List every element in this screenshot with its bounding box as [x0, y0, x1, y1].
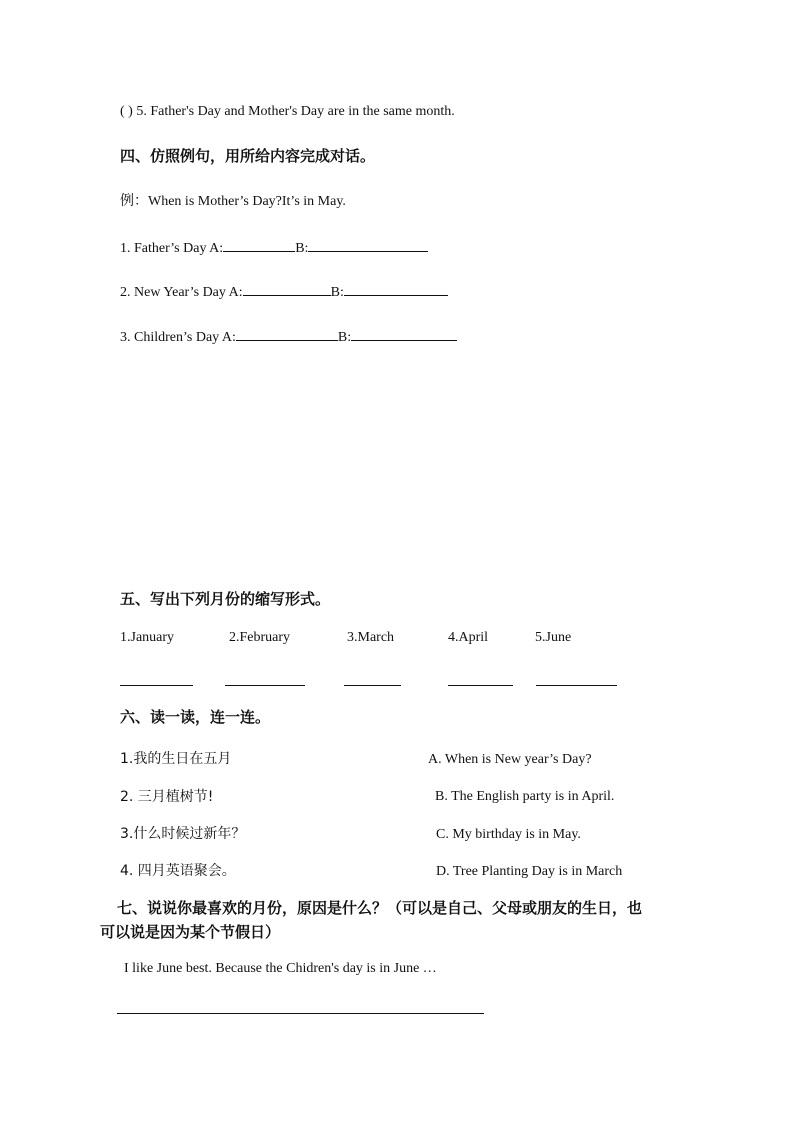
month-4: 4.April	[448, 630, 489, 645]
abbr-blank-4[interactable]	[448, 685, 513, 686]
dialogue-b-label: B:	[337, 330, 352, 345]
section-4-title: 四、仿照例句，用所给内容完成对话。	[120, 147, 376, 165]
tf-question-5	[120, 103, 455, 121]
answer-blank-a[interactable]	[223, 237, 295, 252]
dialogue-label: 1. Father’s Day A:	[120, 241, 224, 256]
answer-blank-b[interactable]	[344, 281, 448, 296]
section-7-title-line-2: 可以说是因为某个节假日）	[100, 923, 281, 941]
match-left-3[interactable]: 3.什么时候过新年？	[120, 826, 246, 842]
dialogue-b-label: B:	[330, 285, 344, 300]
dialogue-item-3	[120, 326, 457, 347]
match-right-a[interactable]: A. When is New year’s Day?	[428, 752, 592, 767]
dialogue-label: 2. New Year’s Day A:	[120, 285, 243, 300]
section-7-title-line-1: 七、说说你最喜欢的月份，原因是什么？（可以是自己、父母或朋友的生日，也	[117, 899, 643, 917]
month-3: 3.March	[347, 630, 395, 645]
dialogue-b-label: B:	[295, 241, 309, 256]
essay-answer-line[interactable]	[117, 1013, 484, 1014]
answer-blank-b[interactable]	[351, 326, 457, 341]
answer-bracket: ( )	[120, 104, 133, 119]
month-1: 1.January	[120, 630, 175, 645]
match-right-c[interactable]: C. My birthday is in May.	[436, 827, 581, 842]
match-left-2[interactable]: 2. 三月植树节!	[120, 789, 214, 805]
section-4-example: 例：When is Mother’s Day?It’s in May.	[120, 194, 346, 209]
match-right-b[interactable]: B. The English party is in April.	[435, 789, 615, 804]
question-text: 5. Father's Day and Mother's Day are in the same month.	[136, 104, 455, 119]
match-right-d[interactable]: D. Tree Planting Day is in March	[436, 864, 623, 879]
section-5-title: 五、写出下列月份的缩写形式。	[120, 590, 331, 608]
month-2: 2.February	[229, 630, 291, 645]
abbr-blank-5[interactable]	[536, 685, 617, 686]
abbr-blank-3[interactable]	[344, 685, 401, 686]
match-left-4[interactable]: 4. 四月英语聚会。	[120, 863, 236, 879]
section-6-title: 六、读一读，连一连。	[120, 708, 271, 726]
month-5: 5.June	[535, 630, 572, 645]
abbr-blank-2[interactable]	[225, 685, 305, 686]
section-7-sample: I like June best. Because the Chidren's day is in June …	[124, 961, 437, 976]
dialogue-label: 3. Children’s Day A:	[120, 330, 236, 345]
match-left-1[interactable]: 1.我的生日在五月	[120, 751, 232, 767]
abbr-blank-1[interactable]	[120, 685, 193, 686]
answer-blank-a[interactable]	[236, 326, 338, 341]
answer-blank-a[interactable]	[243, 281, 331, 296]
dialogue-item-1	[120, 237, 428, 258]
dialogue-item-2	[120, 281, 448, 302]
answer-blank-b[interactable]	[308, 237, 428, 252]
